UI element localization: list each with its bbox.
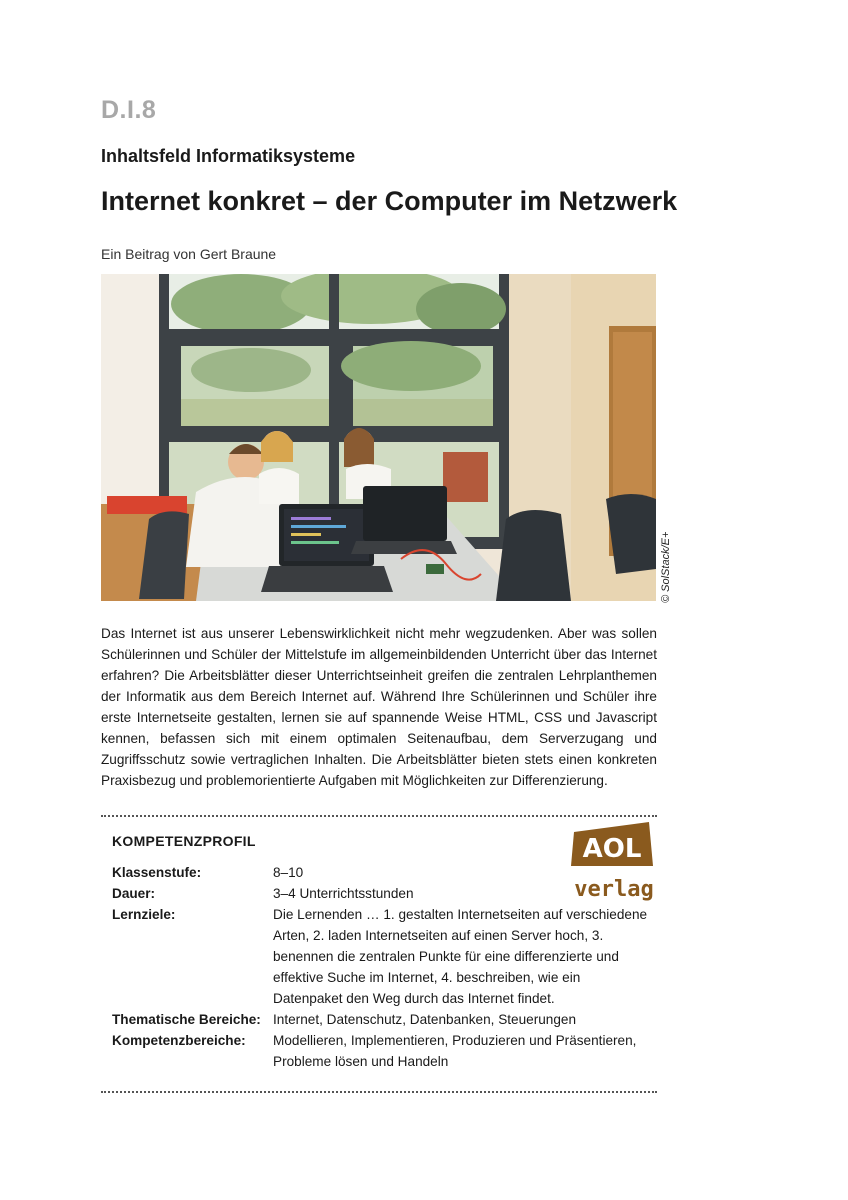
aol-verlag-logo [571, 822, 657, 902]
svg-text:verlag: verlag [574, 877, 654, 902]
divider-top [101, 815, 657, 817]
profile-value: Die Lernenden … 1. gestalten Internetseiten auf verschiedene Arten, 2. laden Internetseiten auf einen Server hoch, 3. benennen die zentralen Punkte für eine differenzierte und effektive Suche im Internet, 4. beschreiben, wie ein Datenpaket den Weg durch das Internet findet. [273, 907, 648, 1006]
profile-label: Klassenstufe: [112, 865, 202, 880]
classroom-photo [101, 274, 656, 601]
profile-label: Lernziele: [112, 907, 176, 922]
profile-value: Internet, Datenschutz, Datenbanken, Steuerungen [273, 1012, 577, 1027]
profile-value: Modellieren, Implementieren, Produzieren und Präsentieren, Probleme lösen und Handeln [273, 1033, 637, 1069]
page-title: Internet konkret – der Computer im Netzwerk [101, 186, 678, 216]
profile-label: Kompetenzbereiche: [112, 1033, 246, 1048]
competency-profile-heading: KOMPETENZPROFIL [112, 833, 256, 849]
subject-field: Inhaltsfeld Informatiksysteme [101, 146, 356, 166]
intro-paragraph: Das Internet ist aus unserer Lebenswirklichkeit nicht mehr wegzudenken. Aber was sollen Schülerinnen und Schüler der Mittelstufe im allgemeinbildenden Unterricht über das Internet erfahren? Die Arbeitsblätter dieser Unterrichtseinheit greifen die zentralen Lehrplanthemen der Informatik aus dem Bereich Internet auf. Während Ihre Schülerinnen und Schüler ihre erste Internetseite gestalten, lernen sie auf spannende Weise HTML, CSS und Javascript kennen, befassen sich mit einem optimalen Seitenaufbau, dem Serverzugang und Zugriffsschutz sowie vertraglichen Inhalten. Die Arbeitsblätter bieten stets einen konkreten Praxisbezug und problemorientierte Aufgaben mit Möglichkeiten zur Differenzierung. [101, 626, 657, 788]
profile-label: Dauer: [112, 886, 156, 901]
profile-label: Thematische Bereiche: [112, 1012, 261, 1027]
author-line: Ein Beitrag von Gert Braune [101, 246, 277, 262]
divider-bottom [101, 1091, 657, 1093]
svg-text:AOL: AOL [582, 834, 642, 864]
document-code: D.I.8 [101, 96, 157, 124]
profile-value: 3–4 Unterrichtsstunden [273, 886, 414, 901]
photo-credit: © SolStack/E+ [660, 531, 672, 603]
profile-value: 8–10 [273, 865, 304, 880]
